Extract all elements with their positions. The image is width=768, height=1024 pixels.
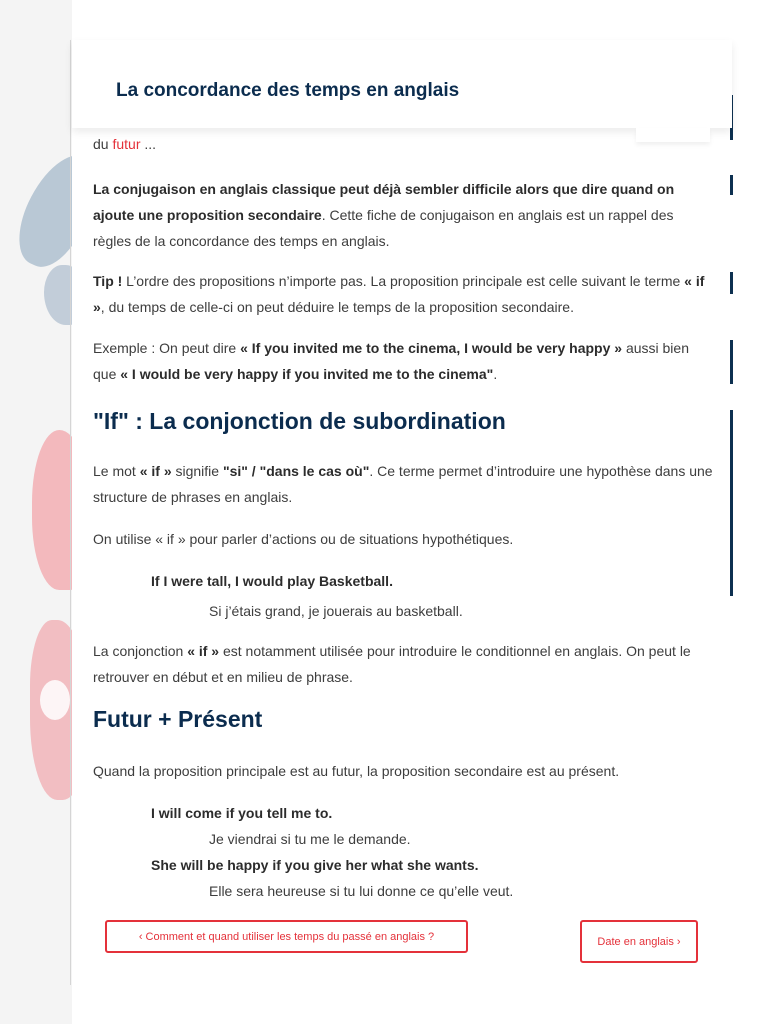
example-end: . xyxy=(493,366,498,382)
intro-prefix: du xyxy=(93,136,113,152)
decorative-shape xyxy=(32,430,72,590)
example-english: I will come if you tell me to. xyxy=(151,805,333,821)
example-connector: aussi bien que xyxy=(93,340,689,382)
decorative-shape xyxy=(44,265,72,325)
example-french: Si j’étais grand, je jouerais au basketball. xyxy=(209,603,463,619)
example-paragraph xyxy=(93,335,713,387)
next-article-button[interactable]: Date en anglais › xyxy=(580,920,698,963)
scroll-indicator xyxy=(730,272,733,294)
if-text: Le mot xyxy=(93,463,140,479)
decorative-shape xyxy=(40,680,70,720)
example-quote-1: « If you invited me to the cinema, I would be very happy » xyxy=(240,340,623,356)
page-header xyxy=(72,40,732,128)
if-text: signifie xyxy=(171,463,223,479)
conditional-text: est notamment utilisée pour introduire le conditionnel en anglais. On peut le retrouver en début et en milieu de phrase. xyxy=(93,643,691,685)
conditional-text: La conjonction xyxy=(93,643,188,659)
example-english: If I were tall, I would play Basketball. xyxy=(151,573,393,589)
page-title: La concordance des temps en anglais xyxy=(116,80,460,101)
conditional-paragraph xyxy=(93,638,713,690)
example-intro: Exemple : On peut dire xyxy=(93,340,241,356)
example-quote-2: « I would be very happy if you invited me to the cinema" xyxy=(120,366,494,382)
intro-suffix: ... xyxy=(140,136,157,152)
section-heading-futur: Futur + Présent xyxy=(93,706,263,732)
if-term: « if » xyxy=(139,463,172,479)
page-left-border xyxy=(70,40,71,985)
tip-if: « if » xyxy=(93,273,705,315)
tip-paragraph xyxy=(93,268,713,320)
article-content xyxy=(93,128,713,904)
intro-paragraph xyxy=(93,176,713,254)
scroll-indicator xyxy=(730,340,733,384)
decorative-shape xyxy=(5,143,72,277)
previous-article-button[interactable]: ‹ Comment et quand utiliser les temps du passé en anglais ? xyxy=(105,920,468,953)
conditional-if: « if » xyxy=(187,643,220,659)
intro-rest: . Cette fiche de conjugaison en anglais est un rappel des règles de la concordance des temps en anglais. xyxy=(93,207,674,249)
tip-text-end: , du temps de celle-ci on peut déduire le temps de la proposition secondaire. xyxy=(100,299,574,315)
scroll-indicator xyxy=(730,175,733,195)
if-text: . Ce terme permet d’introduire une hypothèse dans une structure de phrases en anglais. xyxy=(93,463,713,505)
intro-bold: La conjugaison en anglais classique peut déjà sembler difficile alors que dire quand on ajoute une proposition secondaire xyxy=(93,181,675,223)
tip-label: Tip ! xyxy=(93,273,123,289)
scroll-indicator xyxy=(730,410,733,596)
futur-link[interactable]: futur xyxy=(112,136,141,152)
tip-text: L’ordre des propositions n’importe pas. La proposition principale est celle suivant le terme xyxy=(122,273,685,289)
example-french: Elle sera heureuse si tu lui donne ce qu’elle veut. xyxy=(209,883,514,899)
example-english: She will be happy if you give her what she wants. xyxy=(151,857,479,873)
if-usage-paragraph: On utilise « if » pour parler d’actions ou de situations hypothétiques. xyxy=(93,531,514,547)
example-french: Je viendrai si tu me le demande. xyxy=(209,831,411,847)
section-heading-if: "If" : La conjonction de subordination xyxy=(93,408,506,434)
if-meaning: "si" / "dans le cas où" xyxy=(222,463,370,479)
if-meaning-paragraph xyxy=(93,458,713,510)
decorative-background xyxy=(0,0,72,1024)
futur-rule-paragraph: Quand la proposition principale est au futur, la proposition secondaire est au présent. xyxy=(93,763,620,779)
intro-fragment xyxy=(93,131,713,157)
